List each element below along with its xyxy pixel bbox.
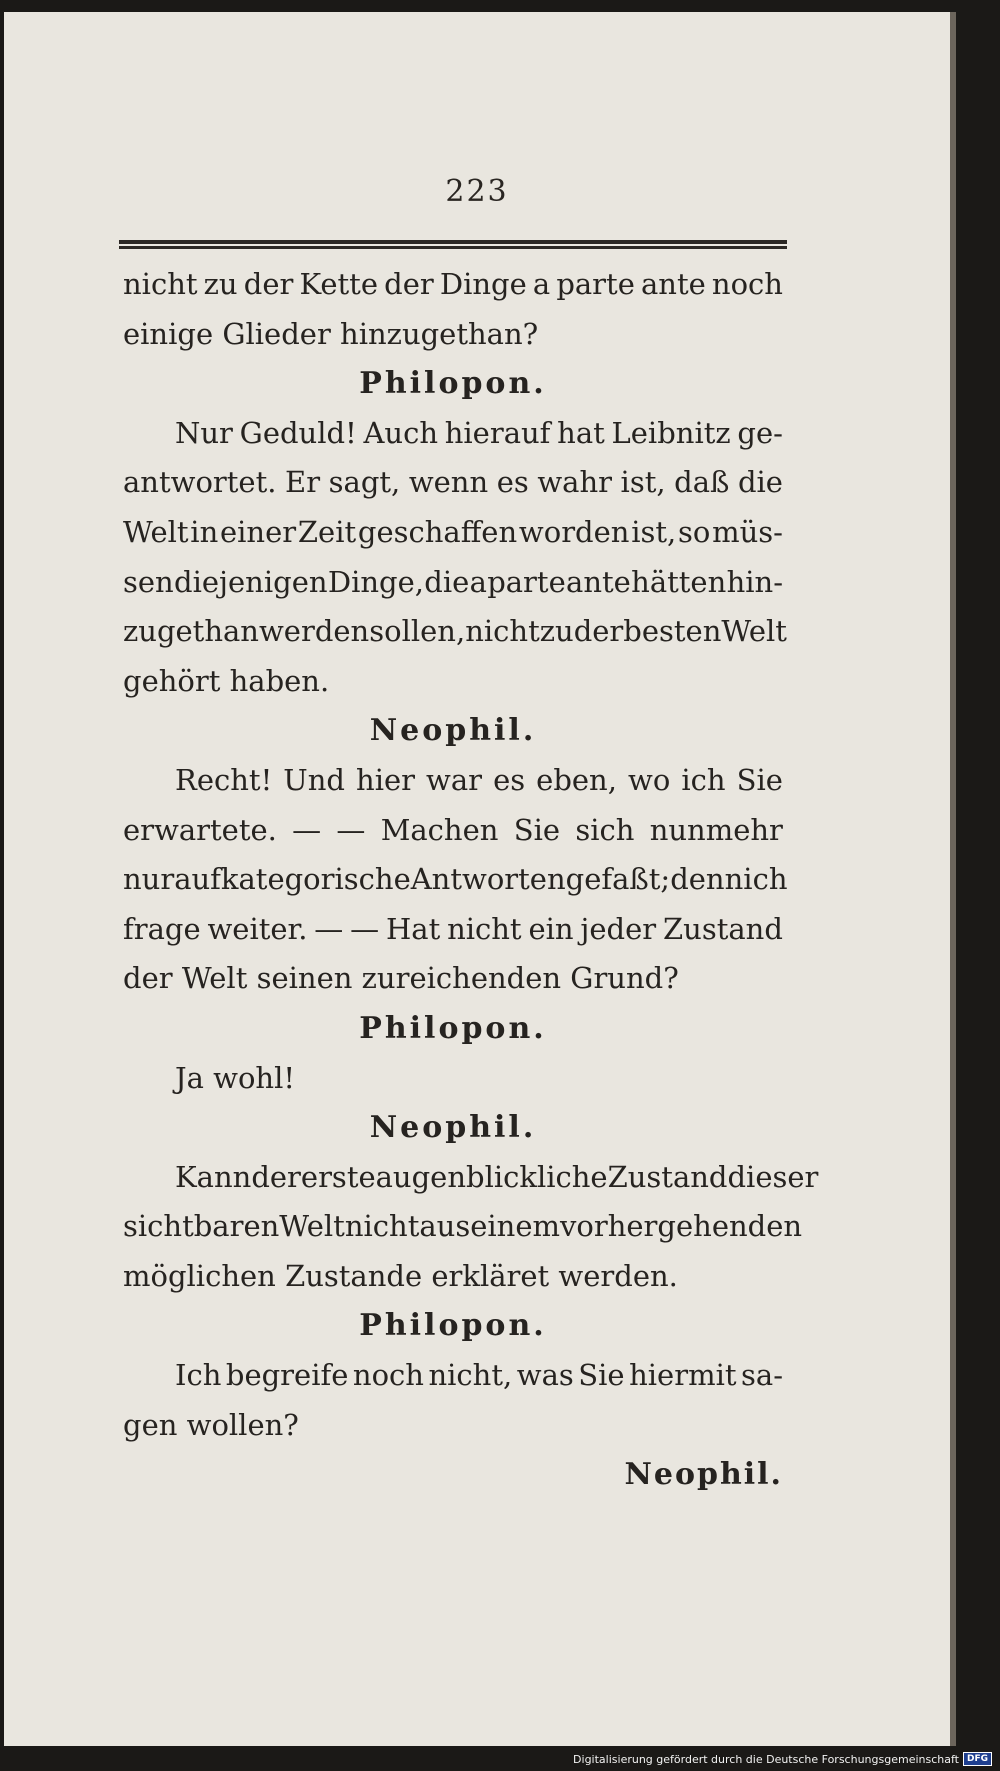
- word: die: [737, 465, 783, 500]
- text-line: [123, 310, 783, 360]
- page-text: [123, 260, 819, 1500]
- word: hat: [557, 415, 605, 450]
- word: möglichen: [123, 1258, 286, 1293]
- word: jeder: [580, 911, 657, 946]
- word: wenn: [408, 465, 489, 500]
- word: gehört: [123, 663, 230, 698]
- word: sagt,: [328, 465, 401, 500]
- page-number: 223: [445, 174, 509, 209]
- word: Zustand: [607, 1159, 728, 1194]
- word: ein: [528, 911, 574, 946]
- word: Zustande: [285, 1258, 432, 1293]
- word: parte: [556, 267, 635, 301]
- digitization-credit: [573, 1749, 992, 1769]
- word: die: [424, 564, 470, 599]
- word: nunmehr: [649, 812, 783, 847]
- text-line: [123, 1252, 783, 1302]
- speaker-heading: Philopon.: [359, 366, 547, 402]
- word: sollen,: [369, 614, 466, 649]
- word: nur: [123, 862, 175, 897]
- word: auf: [174, 862, 221, 897]
- text-line: [123, 558, 783, 608]
- word: Machen: [380, 812, 499, 847]
- word: Welt: [123, 514, 189, 549]
- text-line: [123, 855, 788, 905]
- word: nicht: [465, 614, 540, 649]
- word: Kette: [299, 267, 378, 301]
- word: sa-: [741, 1358, 783, 1393]
- text-line: [123, 756, 783, 806]
- word: zu: [203, 267, 238, 301]
- word: es: [496, 465, 529, 500]
- word: weiter.: [207, 911, 308, 946]
- text-line: [123, 806, 783, 856]
- word: ante: [566, 564, 631, 599]
- word: frage: [123, 911, 201, 946]
- text-line: [123, 508, 783, 558]
- text-line: [123, 607, 787, 657]
- speaker-heading: Neophil.: [624, 1457, 783, 1493]
- word: Welt: [721, 614, 787, 649]
- dfg-logo: DFG: [963, 1752, 992, 1766]
- word: der: [251, 1159, 301, 1194]
- text-line: [123, 657, 783, 707]
- text-line: [123, 954, 783, 1004]
- word: parte: [487, 564, 566, 599]
- header-rule: [119, 240, 787, 249]
- word: Er: [285, 465, 321, 500]
- word: geschaffen: [357, 514, 518, 549]
- speaker-heading: Neophil.: [369, 1110, 537, 1146]
- word: hier: [356, 762, 415, 797]
- word: es: [493, 762, 526, 797]
- word: noch: [711, 267, 783, 301]
- word: gen: [123, 1407, 187, 1442]
- word: in: [190, 514, 219, 549]
- word: Zustand: [663, 911, 783, 946]
- word: einer: [220, 514, 297, 549]
- word: nicht,: [428, 1358, 513, 1393]
- word: a: [532, 267, 551, 301]
- word: Auch: [363, 415, 438, 450]
- word: wo: [628, 762, 671, 797]
- word: ich: [743, 862, 788, 897]
- word: a: [469, 564, 487, 599]
- word: Ja: [175, 1060, 214, 1095]
- word: antwortet.: [123, 465, 277, 500]
- word: Geduld!: [239, 415, 357, 450]
- word: seinen: [256, 961, 362, 996]
- word: —: [336, 812, 366, 847]
- word: Grund?: [570, 961, 679, 996]
- word: eben,: [536, 762, 617, 797]
- word: hierauf: [444, 415, 551, 450]
- word: hiermit: [629, 1358, 737, 1393]
- word: ge-: [737, 415, 783, 450]
- word: hinzugethan?: [340, 316, 539, 351]
- word: aus: [419, 1209, 471, 1244]
- word: ante: [641, 267, 706, 301]
- word: werden.: [558, 1258, 678, 1293]
- word: Dinge,: [327, 564, 424, 599]
- word: Recht!: [175, 762, 273, 797]
- word: hätten: [631, 564, 727, 599]
- word: nicht: [447, 911, 522, 946]
- word: der: [384, 267, 434, 301]
- speaker-heading: Neophil.: [369, 713, 537, 749]
- word: sichtbaren: [123, 1209, 280, 1244]
- text-line: [123, 1351, 783, 1401]
- word: kategorische: [220, 862, 411, 897]
- word: zugethan: [123, 614, 259, 649]
- word: so: [678, 514, 711, 549]
- word: einem: [470, 1209, 561, 1244]
- text-line: [123, 1054, 783, 1104]
- credit-text: Digitalisierung gefördert durch die Deutsche Forschungsgemeinschaft: [573, 1752, 959, 1766]
- word: zureichenden: [361, 961, 571, 996]
- word: der: [243, 267, 294, 301]
- word: ist,: [620, 465, 666, 500]
- word: sen: [123, 564, 174, 599]
- word: Glieder: [222, 316, 341, 351]
- word: der: [573, 614, 624, 649]
- word: haben.: [229, 663, 330, 698]
- word: —: [292, 812, 322, 847]
- text-line: [123, 409, 783, 459]
- word: war: [426, 762, 483, 797]
- speaker-heading: Philopon.: [359, 1010, 547, 1046]
- word: wohl!: [213, 1060, 296, 1095]
- word: Leibnitz: [611, 415, 731, 450]
- word: Ich: [175, 1358, 222, 1393]
- word: nicht: [123, 267, 198, 301]
- word: daß: [674, 465, 730, 500]
- word: —: [350, 911, 380, 946]
- word: wahr: [537, 465, 612, 500]
- word: zu: [539, 614, 574, 649]
- word: der: [123, 961, 182, 996]
- word: nicht: [344, 1209, 420, 1244]
- text-line: [123, 1202, 803, 1252]
- word: einige: [123, 316, 223, 351]
- word: hin-: [726, 564, 783, 599]
- word: vorhergehenden: [560, 1209, 803, 1244]
- text-line: [123, 1401, 783, 1451]
- book-page: [4, 12, 956, 1746]
- word: dieser: [727, 1159, 819, 1194]
- word: Kann: [175, 1159, 252, 1194]
- word: noch: [352, 1358, 424, 1393]
- word: denn: [670, 862, 744, 897]
- word: diejenigen: [174, 564, 328, 599]
- word: Nur: [175, 415, 233, 450]
- word: werden: [258, 614, 370, 649]
- word: Antworten: [410, 862, 566, 897]
- speaker-heading: Philopon.: [359, 1308, 547, 1344]
- word: begreife: [225, 1358, 349, 1393]
- word: Sie: [736, 762, 783, 797]
- text-line: [123, 1153, 819, 1203]
- word: Sie: [578, 1358, 625, 1393]
- text-line: [123, 260, 783, 310]
- word: ist,: [631, 514, 677, 549]
- word: besten: [623, 614, 722, 649]
- text-line: [123, 905, 783, 955]
- word: Welt: [279, 1209, 345, 1244]
- word: wollen?: [186, 1407, 299, 1442]
- word: ich: [681, 762, 726, 797]
- word: Sie: [513, 812, 561, 847]
- word: müs-: [712, 514, 783, 549]
- text-line: [123, 458, 783, 508]
- word: Welt: [181, 961, 257, 996]
- word: Hat: [385, 911, 441, 946]
- word: was: [516, 1358, 574, 1393]
- word: Dinge: [439, 267, 527, 301]
- word: sich: [575, 812, 635, 847]
- word: Zeit: [297, 514, 357, 549]
- word: erkläret: [431, 1258, 559, 1293]
- word: erste: [300, 1159, 376, 1194]
- word: —: [314, 911, 344, 946]
- word: augenblickliche: [375, 1159, 608, 1194]
- word: Und: [283, 762, 345, 797]
- word: gefaßt;: [565, 862, 671, 897]
- word: erwartete.: [123, 812, 277, 847]
- word: worden: [518, 514, 630, 549]
